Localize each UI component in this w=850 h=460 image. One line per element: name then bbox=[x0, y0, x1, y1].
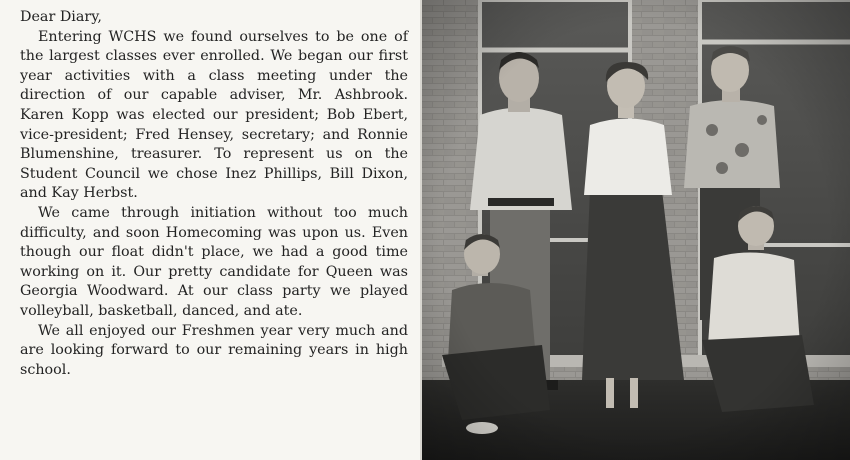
diary-text-panel bbox=[0, 0, 420, 460]
diary-paragraph-1: Entering WCHS we found ourselves to be one of the largest classes ever enrolled. We began our first year activities with a class meeting under the direction of our capable adviser, Mr. Ashbrook. Karen Kopp was elected our president; Bob Ebert, vice-president; Fred Hensey, secretary; and Ronnie Blumenshine, treasurer. To represent us on the Student Council we chose Inez Phillips, Bill Dixon, and Kay Herbst. bbox=[20, 28, 408, 202]
class-officers-photo bbox=[422, 0, 850, 460]
diary-salutation: Dear Diary, bbox=[20, 9, 102, 25]
diary-paragraph-2: We came through initiation without too much difficulty, and soon Homecoming was upon us. Even though our float didn't place, we had a good time working on it. Our pretty candidate for Queen was Georgia Woodward. At our class party we played volleyball, basketball, danced, and ate. bbox=[20, 204, 408, 319]
diary-paragraph-3: We all enjoyed our Freshmen year very much and are looking forward to our remaining years in high school. bbox=[20, 322, 408, 378]
